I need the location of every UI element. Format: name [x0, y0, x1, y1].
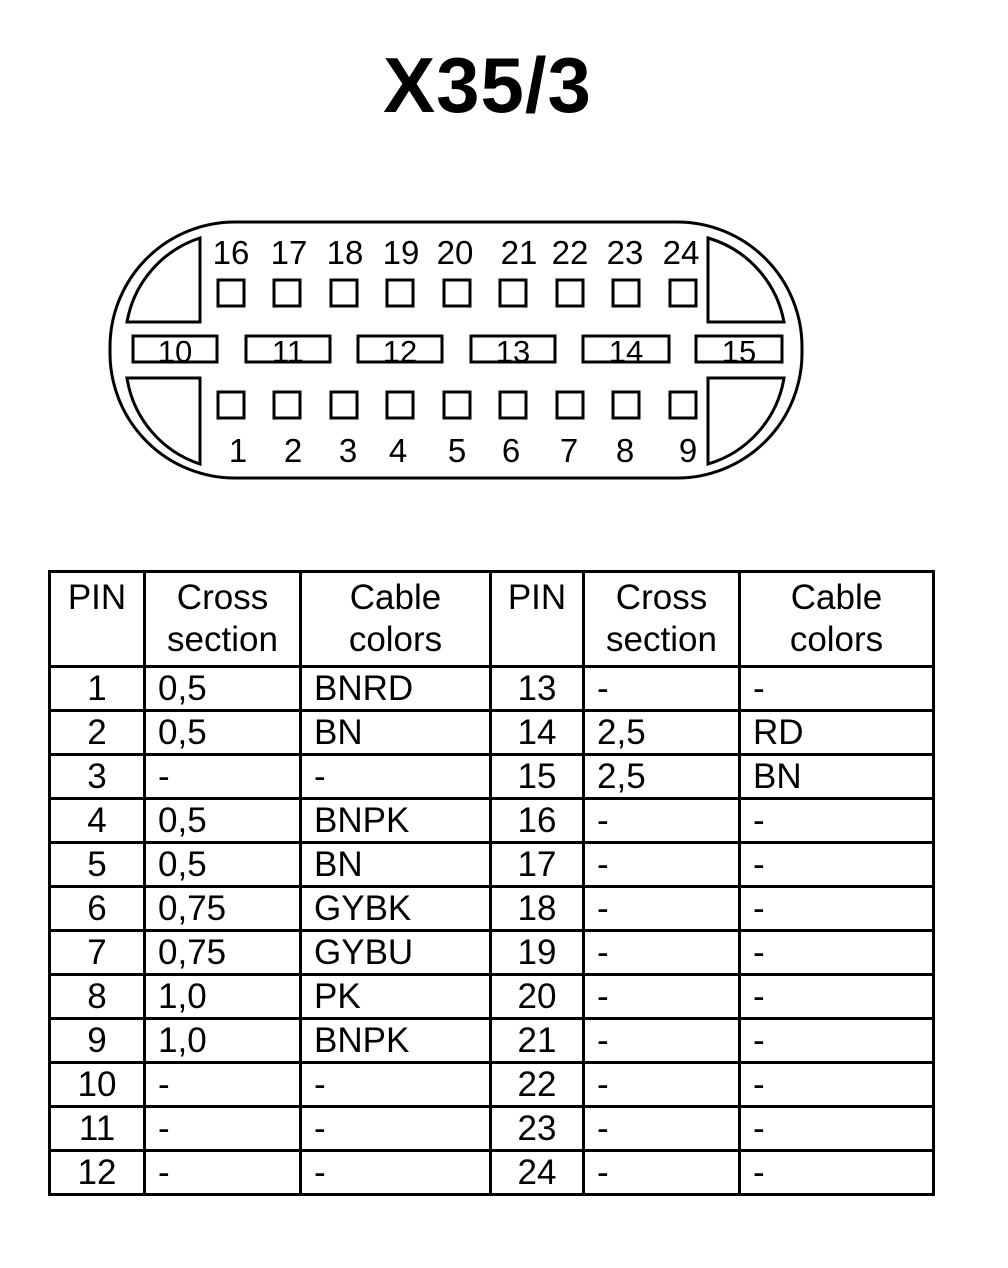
cable-color-cell: -	[740, 667, 934, 711]
cross-section-cell: -	[145, 1063, 301, 1107]
header-pin-2: PIN	[491, 572, 584, 667]
pin-label-top: 16	[212, 234, 250, 271]
table-row	[50, 931, 934, 975]
pin-cell: 18	[491, 887, 584, 931]
power-pin-label: 10	[157, 334, 193, 369]
header-pin: PIN	[50, 572, 145, 667]
cross-section-cell: 0,75	[145, 931, 301, 975]
table-row	[50, 1019, 934, 1063]
pin-label-top: 21	[500, 234, 538, 271]
cross-section-cell: 0,75	[145, 887, 301, 931]
pin-cell: 23	[491, 1107, 584, 1151]
pin-socket-bottom	[670, 392, 696, 418]
pin-socket-bottom	[387, 392, 413, 418]
cross-section-cell: -	[145, 1151, 301, 1195]
cable-color-cell: GYBU	[301, 931, 491, 975]
header-cable-colors: Cable colors	[301, 572, 491, 667]
pin-cell: 21	[491, 1019, 584, 1063]
header-cross-section: Cross section	[145, 572, 301, 667]
pin-cell: 2	[50, 711, 145, 755]
pin-socket-top	[387, 280, 413, 306]
table-row	[50, 799, 934, 843]
pin-label-bottom: 1	[228, 432, 248, 469]
cross-section-cell: 2,5	[584, 755, 740, 799]
pin-cell: 22	[491, 1063, 584, 1107]
pin-socket-bottom	[444, 392, 470, 418]
pin-label-bottom: 3	[338, 432, 358, 469]
cable-color-cell: -	[740, 931, 934, 975]
cable-color-cell: PK	[301, 975, 491, 1019]
pin-cell: 3	[50, 755, 145, 799]
cable-color-cell: -	[301, 1107, 491, 1151]
cable-color-cell: BNRD	[301, 667, 491, 711]
pin-label-bottom: 9	[678, 432, 698, 469]
pin-cell: 9	[50, 1019, 145, 1063]
table-row	[50, 1107, 934, 1151]
pin-label-top: 23	[606, 234, 644, 271]
pin-cell: 15	[491, 755, 584, 799]
cable-color-cell: -	[740, 1063, 934, 1107]
pin-cell: 24	[491, 1151, 584, 1195]
pin-cell: 4	[50, 799, 145, 843]
cable-color-cell: -	[740, 975, 934, 1019]
cable-color-cell: -	[301, 755, 491, 799]
pin-socket-bottom	[613, 392, 639, 418]
pin-label-top: 20	[436, 234, 474, 271]
pin-cell: 6	[50, 887, 145, 931]
cross-section-cell: -	[584, 1063, 740, 1107]
pin-socket-top	[444, 280, 470, 306]
table-row	[50, 887, 934, 931]
pin-socket-bottom	[331, 392, 357, 418]
power-pin-label: 15	[721, 334, 757, 369]
cable-color-cell: BNPK	[301, 1019, 491, 1063]
power-pin-label: 12	[382, 334, 418, 369]
pin-socket-top	[274, 280, 300, 306]
table-header-row	[50, 572, 934, 667]
pin-cell: 16	[491, 799, 584, 843]
cross-section-cell: 0,5	[145, 667, 301, 711]
cross-section-cell: -	[584, 667, 740, 711]
pin-socket-bottom	[557, 392, 583, 418]
table-row	[50, 1063, 934, 1107]
pin-socket-bottom	[218, 392, 244, 418]
pin-cell: 1	[50, 667, 145, 711]
pin-socket-bottom	[500, 392, 526, 418]
pin-socket-top	[500, 280, 526, 306]
cross-section-cell: -	[584, 1107, 740, 1151]
cable-color-cell: BN	[740, 755, 934, 799]
pin-label-bottom: 8	[615, 432, 635, 469]
cross-section-cell: -	[584, 975, 740, 1019]
pin-cell: 7	[50, 931, 145, 975]
pin-cell: 8	[50, 975, 145, 1019]
cross-section-cell: -	[145, 755, 301, 799]
pin-cell: 5	[50, 843, 145, 887]
pin-cell: 13	[491, 667, 584, 711]
cable-color-cell: BN	[301, 711, 491, 755]
pin-label-top: 19	[382, 234, 420, 271]
cable-color-cell: -	[740, 1019, 934, 1063]
table-row	[50, 667, 934, 711]
pin-socket-top	[670, 280, 696, 306]
cross-section-cell: -	[584, 931, 740, 975]
pin-assignment-table	[48, 570, 935, 1196]
table-row	[50, 1151, 934, 1195]
cross-section-cell: 1,0	[145, 975, 301, 1019]
header-cross-section-2: Cross section	[584, 572, 740, 667]
pin-cell: 10	[50, 1063, 145, 1107]
pin-label-bottom: 5	[447, 432, 467, 469]
pin-socket-top	[613, 280, 639, 306]
cable-color-cell: -	[740, 887, 934, 931]
table-row	[50, 843, 934, 887]
pin-cell: 12	[50, 1151, 145, 1195]
cross-section-cell: 2,5	[584, 711, 740, 755]
pin-label-top: 17	[270, 234, 308, 271]
power-pin-label: 13	[495, 334, 531, 369]
cross-section-cell: -	[584, 799, 740, 843]
pin-socket-top	[218, 280, 244, 306]
connector-title: X35/3	[383, 41, 592, 129]
pin-cell: 14	[491, 711, 584, 755]
key-top-right	[708, 238, 784, 322]
pin-label-top: 18	[326, 234, 364, 271]
cable-color-cell: -	[301, 1151, 491, 1195]
pin-label-bottom: 7	[559, 432, 579, 469]
cable-color-cell: GYBK	[301, 887, 491, 931]
key-bottom-left	[127, 378, 200, 464]
pin-label-top: 24	[662, 234, 700, 271]
cross-section-cell: 0,5	[145, 843, 301, 887]
cable-color-cell: -	[301, 1063, 491, 1107]
power-pin-label: 11	[271, 334, 305, 369]
pin-cell: 17	[491, 843, 584, 887]
cable-color-cell: BN	[301, 843, 491, 887]
pin-cell: 11	[50, 1107, 145, 1151]
cable-color-cell: -	[740, 1151, 934, 1195]
pin-socket-top	[331, 280, 357, 306]
pin-socket-bottom	[274, 392, 300, 418]
pin-label-bottom: 2	[283, 432, 303, 469]
cross-section-cell: 0,5	[145, 799, 301, 843]
cross-section-cell: 0,5	[145, 711, 301, 755]
pin-label-bottom: 6	[501, 432, 521, 469]
cross-section-cell: -	[584, 1019, 740, 1063]
pin-label-bottom: 4	[388, 432, 408, 469]
key-bottom-right	[708, 378, 784, 464]
table-row	[50, 975, 934, 1019]
header-cable-colors-2: Cable colors	[740, 572, 934, 667]
power-pin-label: 14	[608, 334, 644, 369]
cable-color-cell: -	[740, 799, 934, 843]
pin-label-top: 22	[551, 234, 589, 271]
table-row	[50, 755, 934, 799]
cable-color-cell: -	[740, 1107, 934, 1151]
cross-section-cell: -	[584, 843, 740, 887]
cable-color-cell: -	[740, 843, 934, 887]
cross-section-cell: 1,0	[145, 1019, 301, 1063]
cable-color-cell: RD	[740, 711, 934, 755]
cross-section-cell: -	[584, 1151, 740, 1195]
pin-socket-top	[557, 280, 583, 306]
key-top-left	[127, 238, 200, 322]
pin-cell: 19	[491, 931, 584, 975]
pin-cell: 20	[491, 975, 584, 1019]
table-row	[50, 711, 934, 755]
cable-color-cell: BNPK	[301, 799, 491, 843]
cross-section-cell: -	[584, 887, 740, 931]
connector-diagram	[0, 0, 1008, 540]
cross-section-cell: -	[145, 1107, 301, 1151]
